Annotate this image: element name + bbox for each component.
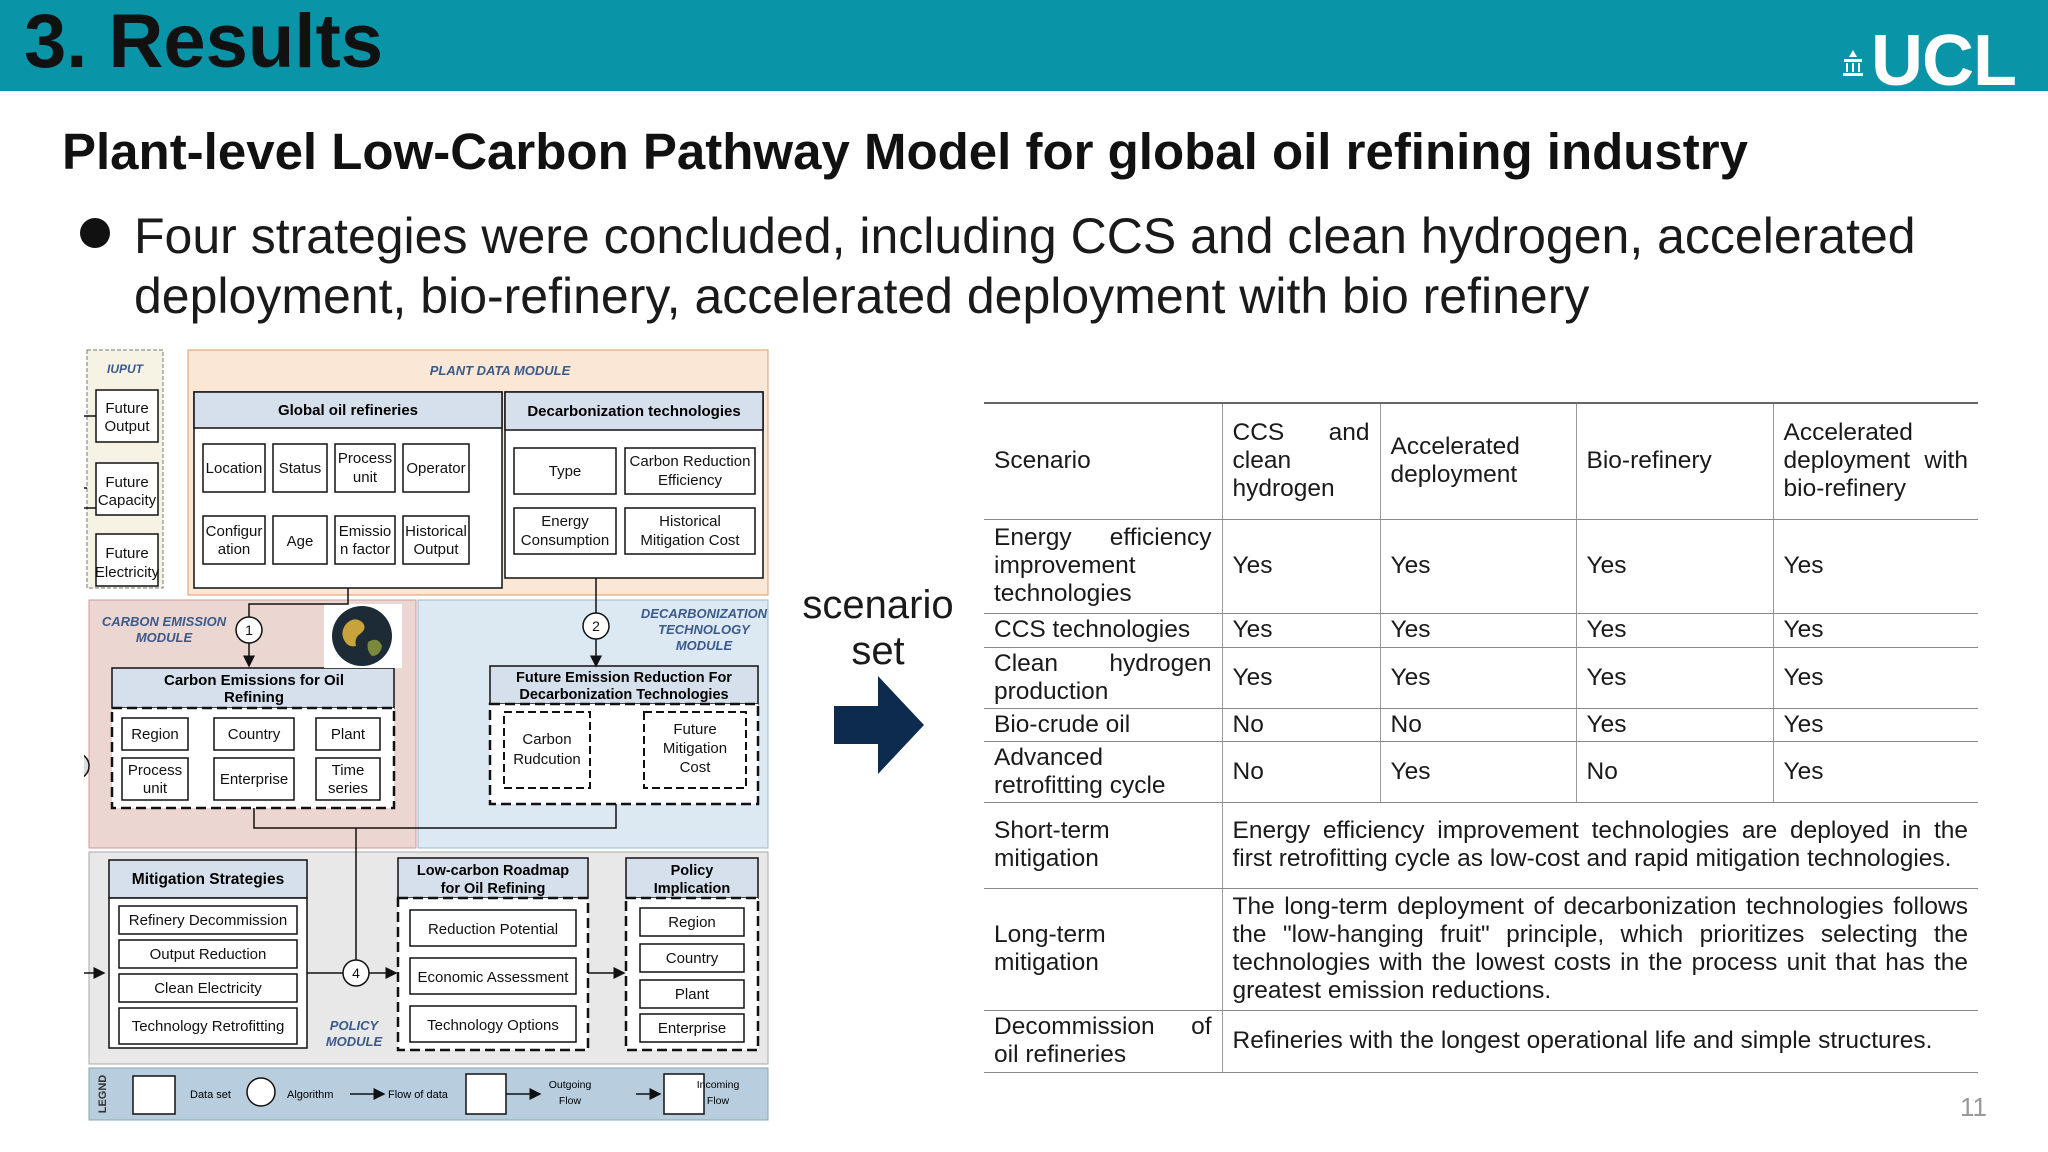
table-header-row (984, 403, 1978, 519)
carbon-box-title-line1: Carbon Emissions for Oil (163, 672, 345, 689)
table-cell: Yes (1576, 519, 1773, 613)
table-row (984, 802, 1978, 888)
svg-text:Output: Output (104, 418, 150, 435)
ucl-logo (1841, 21, 2016, 101)
svg-text:Refinery Decommission: Refinery Decommission (128, 912, 288, 929)
svg-text:Efficiency: Efficiency (658, 472, 722, 489)
svg-text:Cost: Cost (679, 759, 711, 776)
table-cell: Yes (1380, 647, 1576, 708)
svg-text:Future: Future (105, 400, 149, 417)
svg-text:Plant: Plant (674, 986, 710, 1003)
table-cell: Yes (1222, 647, 1380, 708)
policy-module-title-line1: POLICY (329, 1018, 379, 1033)
table-cell: No (1222, 741, 1380, 802)
decarb-module-title-line3: MODULE (675, 638, 733, 653)
carbon-box-title-line2: Refining (224, 689, 284, 706)
table-cell: No (1380, 708, 1576, 741)
algorithm-2-label: 2 (592, 618, 600, 634)
plant-module-title: PLANT DATA MODULE (429, 363, 571, 378)
header-scenario: Scenario (984, 403, 1222, 519)
legend-incoming-line2: Flow (706, 1095, 730, 1107)
refineries-title: Global oil refineries (277, 402, 419, 419)
logo-text: UCL (1871, 21, 2016, 101)
svg-text:Region: Region (131, 726, 179, 743)
table-row (984, 1010, 1978, 1072)
svg-text:Region: Region (668, 914, 716, 931)
mitigation-title: Mitigation Strategies (131, 871, 285, 888)
row-label: Advanced retrofitting cycle (984, 741, 1222, 802)
table-cell: Yes (1222, 519, 1380, 613)
header-ccs: CCS and clean hydrogen (1222, 403, 1380, 519)
scenario-table (984, 402, 1978, 1073)
implication-title-line1: Policy (670, 863, 714, 879)
svg-text:unit: unit (142, 780, 168, 797)
svg-text:Future: Future (673, 721, 717, 738)
carbon-module-title-line1: CARBON EMISSION (101, 614, 227, 629)
table-cell: Yes (1773, 519, 1978, 613)
decarb-tech-title: Decarbonization technologies (527, 403, 741, 420)
svg-text:unit: unit (352, 469, 378, 486)
table-cell: Yes (1576, 647, 1773, 708)
table-cell: Yes (1380, 519, 1576, 613)
implication-title-line2: Implication (653, 881, 731, 897)
decarb-module-title-line1: DECARBONIZATION (640, 606, 768, 621)
table-cell: Yes (1773, 647, 1978, 708)
svg-text:Carbon: Carbon (522, 731, 572, 748)
table-cell: No (1222, 708, 1380, 741)
table-cell: Yes (1576, 613, 1773, 647)
description-cell: Energy efficiency improvement technologies are deployed in the first retrofitting cycle as low-cost and rapid mitigation technologies. (1222, 802, 1978, 888)
row-label: Short-term mitigation (984, 802, 1222, 888)
description-cell: The long-term deployment of decarbonization technologies follows the "low-hanging fruit" principle, which prioritizes selecting the technologies with the lowest costs in the process unit that has the greatest emission reductions. (1222, 888, 1978, 1010)
svg-text:Output Reduction: Output Reduction (149, 946, 267, 963)
svg-text:Country: Country (665, 950, 719, 967)
table-cell: Yes (1773, 741, 1978, 802)
table-row (984, 741, 1978, 802)
model-framework-diagram (84, 348, 784, 1123)
svg-text:Capacity: Capacity (97, 492, 157, 509)
roadmap-title-line1: Low-carbon Roadmap (416, 863, 570, 879)
row-label: CCS technologies (984, 613, 1222, 647)
legend-dataset: Data set (190, 1089, 231, 1101)
svg-text:Status: Status (278, 460, 322, 477)
svg-text:ation: ation (217, 541, 251, 558)
legend-outgoing-line1: Outgoing (548, 1079, 592, 1091)
bullet-icon (80, 218, 110, 248)
row-label: Long-term mitigation (984, 888, 1222, 1010)
table-cell: Yes (1222, 613, 1380, 647)
svg-text:Operator: Operator (406, 460, 466, 477)
table-cell: Yes (1576, 708, 1773, 741)
decarb-box-title-line2: Decarbonization Technologies (519, 687, 729, 703)
portico-icon (1841, 50, 1865, 76)
description-cell: Refineries with the longest operational life and simple structures. (1222, 1010, 1978, 1072)
decarb-box-title-line1: Future Emission Reduction For (516, 670, 732, 686)
table-cell: Yes (1773, 708, 1978, 741)
header-biorefinery: Bio-refinery (1576, 403, 1773, 519)
input-module-title: IUPUT (107, 362, 143, 376)
legend-incoming-line1: Incoming (696, 1079, 740, 1091)
svg-text:Time: Time (331, 762, 365, 779)
svg-text:Energy: Energy (541, 513, 589, 530)
svg-text:Mitigation Cost: Mitigation Cost (640, 532, 740, 549)
header-accelerated-bio: Accelerated deployment with bio-refinery (1773, 403, 1978, 519)
svg-text:Mitigation: Mitigation (662, 740, 728, 757)
table-cell: No (1576, 741, 1773, 802)
right-arrow-icon (834, 676, 924, 774)
svg-text:Historical: Historical (659, 513, 721, 530)
svg-text:Age: Age (286, 533, 314, 550)
algorithm-4-label: 4 (352, 965, 360, 981)
svg-text:Plant: Plant (330, 726, 366, 743)
svg-text:Emissio: Emissio (338, 523, 392, 540)
slide-subtitle: Plant-level Low-Carbon Pathway Model for global oil refining industry (62, 123, 1748, 180)
table-cell: Yes (1773, 613, 1978, 647)
svg-text:Future: Future (105, 545, 149, 562)
globe-icon (324, 604, 402, 668)
row-label: Clean hydrogen production (984, 647, 1222, 708)
svg-text:n factor: n factor (339, 541, 391, 558)
svg-text:Carbon Reduction: Carbon Reduction (629, 453, 751, 470)
svg-text:Electricity: Electricity (94, 564, 160, 581)
bullet-text: Four strategies were concluded, including CCS and clean hydrogen, accelerated deployment, bio-refinery, accelerated deployment with bio refinery (134, 208, 1916, 324)
header-bar (0, 0, 2048, 101)
svg-text:Country: Country (227, 726, 281, 743)
decarb-module-title-line2: TECHNOLOGY (658, 622, 750, 637)
scenario-set-label: scenario set (802, 583, 954, 673)
algorithm-1-label: 1 (245, 622, 253, 638)
table-row (984, 613, 1978, 647)
legend-outgoing-line2: Flow (558, 1095, 582, 1107)
table-row (984, 647, 1978, 708)
svg-text:Technology Retrofitting: Technology Retrofitting (131, 1018, 285, 1035)
page-number: 11 (1960, 1092, 1987, 1122)
svg-text:Technology Options: Technology Options (427, 1017, 559, 1034)
svg-text:Configur: Configur (205, 523, 263, 540)
svg-text:Process: Process (337, 450, 393, 467)
svg-text:series: series (327, 780, 369, 797)
table-row (984, 519, 1978, 613)
svg-text:Rudcution: Rudcution (513, 751, 581, 768)
svg-text:Reduction Potential: Reduction Potential (427, 921, 559, 938)
svg-text:Type: Type (548, 463, 582, 480)
svg-text:Process: Process (127, 762, 183, 779)
table-row (984, 708, 1978, 741)
svg-text:Enterprise: Enterprise (219, 771, 289, 788)
slide-title: 3. Results (24, 0, 384, 84)
svg-text:Historical: Historical (405, 523, 467, 540)
svg-text:Consumption: Consumption (520, 532, 610, 549)
table-cell: Yes (1380, 613, 1576, 647)
svg-text:Future: Future (105, 474, 149, 491)
svg-text:Location: Location (205, 460, 263, 477)
row-label: Energy efficiency improvement technologies (984, 519, 1222, 613)
svg-text:Output: Output (413, 541, 459, 558)
row-label: Decommission of oil refineries (984, 1010, 1222, 1072)
legend-title: LEGND (97, 1074, 109, 1114)
carbon-module-title-line2: MODULE (135, 630, 193, 645)
header-accelerated: Accelerated deployment (1380, 403, 1576, 519)
policy-module-title-line2: MODULE (325, 1034, 383, 1049)
svg-text:Economic Assessment: Economic Assessment (417, 969, 569, 986)
legend-algorithm: Algorithm (287, 1089, 334, 1101)
roadmap-title-line2: for Oil Refining (440, 881, 546, 897)
table-row (984, 888, 1978, 1010)
legend-flow: Flow of data (388, 1089, 448, 1101)
table-cell: Yes (1380, 741, 1576, 802)
svg-text:Clean Electricity: Clean Electricity (154, 980, 262, 997)
row-label: Bio-crude oil (984, 708, 1222, 741)
svg-text:Enterprise: Enterprise (657, 1020, 727, 1037)
